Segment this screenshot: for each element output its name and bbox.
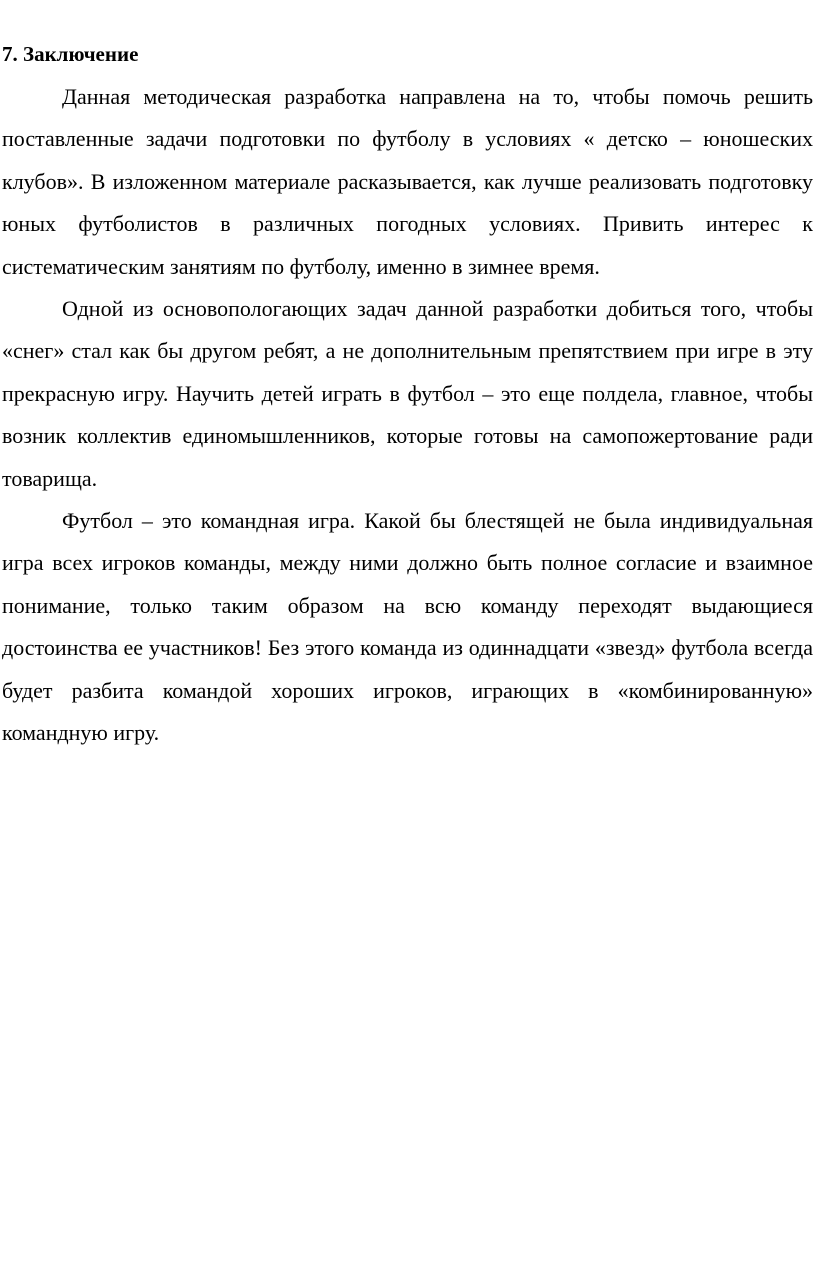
paragraph-2: Одной из основопологающих задач данной разработки добиться того, чтобы «снег» стал как бы другом ребят, а не дополнительным препятствием при игре в эту прекрасную игру. Научить детей играть в футбол – это еще полдела, главное, чтобы возник коллектив единомышленников, которые готовы на самопожертование ради товарища. [2, 296, 813, 491]
section-heading: 7. Заключение [2, 42, 139, 66]
paragraph-3: Футбол – это командная игра. Какой бы блестящей не была индивидуальная игра всех игроков команды, между ними должно быть полное согласие и взаимное понимание, только таким образом на всю команду переходят выдающиеся достоинства ее участников! Без этого команда из одиннадцати «звезд» футбола всегда будет разбита командой хороших игроков, играющих в «комбинированную» командную игру. [2, 508, 813, 746]
paragraph-1: Данная методическая разработка направлена на то, чтобы помочь решить поставленные задачи подготовки по футболу в условиях « детско – юношеских клубов». В изложенном материале расказывается, как лучше реализовать подготовку юных футболистов в различных погодных условиях. Привить интерес к систематическим занятиям по футболу, именно в зимнее время. [2, 84, 813, 279]
